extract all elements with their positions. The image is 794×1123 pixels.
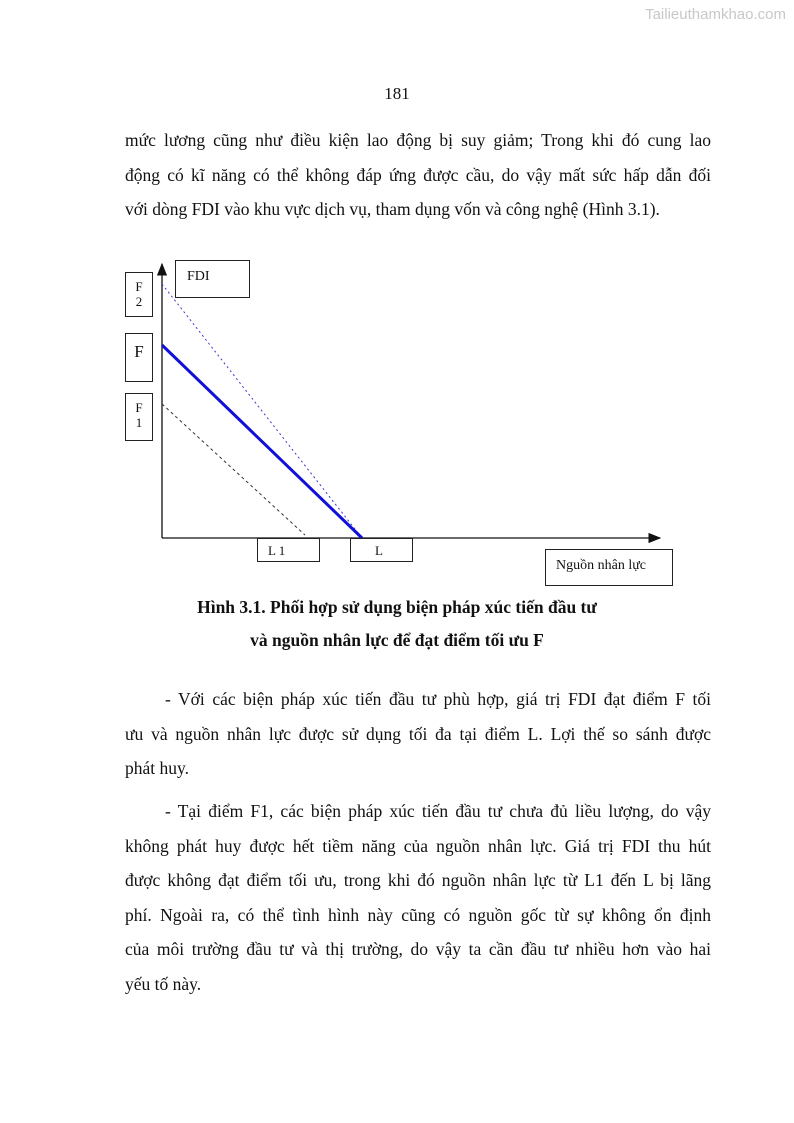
watermark: Tailieuthamkhao.com bbox=[645, 6, 786, 23]
l-label-box bbox=[350, 538, 413, 562]
optimal-f-line bbox=[162, 345, 362, 538]
f2-label-box bbox=[125, 272, 153, 317]
y-axis-label-box bbox=[175, 260, 250, 298]
l-label: L bbox=[375, 543, 383, 558]
figure-caption-line2: và nguồn nhân lực để đạt điểm tối ưu F bbox=[250, 630, 544, 650]
text-line: - Tại điểm F1, các biện pháp xúc tiến đầu tư chưa đủ liều lượng, do vậy bbox=[165, 801, 711, 821]
text-line: không phát huy được hết tiềm năng của nguồn nhân lực. Giá trị FDI thu hút bbox=[125, 835, 711, 856]
l1-label: L 1 bbox=[268, 543, 286, 558]
page-number: 181 bbox=[384, 84, 410, 103]
paragraph-f1 bbox=[125, 794, 711, 1001]
f2-label-line2: 2 bbox=[135, 294, 143, 309]
figure-caption-line1: Hình 3.1. Phối hợp sử dụng biện pháp xúc tiến đầu tư bbox=[197, 597, 597, 617]
text-line: với dòng FDI vào khu vực dịch vụ, tham dụng vốn và công nghệ (Hình 3.1). bbox=[125, 199, 660, 219]
f1-label-box bbox=[125, 393, 153, 441]
f2-label-line1: F bbox=[135, 279, 143, 294]
text-line: phát huy. bbox=[125, 758, 189, 778]
f2-line bbox=[162, 284, 362, 538]
text-line: ưu và nguồn nhân lực được sử dụng tối đa tại điểm L. Lợi thế so sánh được bbox=[125, 723, 711, 744]
text-line: phí. Ngoài ra, có thể tình hình này cũng có nguồn gốc từ sự không ổn định bbox=[125, 904, 711, 925]
f-label-box bbox=[125, 333, 153, 382]
x-axis-label: Nguồn nhân lực bbox=[556, 558, 647, 573]
text-line: động có kĩ năng có thể không đáp ứng được cầu, do vậy mất sức hấp dẫn đối bbox=[125, 164, 711, 185]
text-line: được không đạt điểm tối ưu, trong khi đó nguồn nhân lực từ L1 đến L bị lãng bbox=[125, 870, 711, 890]
f1-line bbox=[162, 404, 305, 535]
text-line: yếu tố này. bbox=[125, 973, 202, 994]
paragraph-optimal bbox=[125, 682, 711, 786]
text-line: của môi trường đầu tư và thị trường, do vậy ta cần đầu tư nhiều hơn vào hai bbox=[125, 939, 711, 959]
y-axis-label: FDI bbox=[187, 269, 210, 284]
intro-paragraph bbox=[125, 123, 711, 227]
f-label: F bbox=[134, 342, 144, 361]
f1-label-line2: 1 bbox=[135, 415, 143, 430]
f1-label-line1: F bbox=[135, 400, 143, 415]
l1-label-box bbox=[257, 538, 320, 562]
text-line: - Với các biện pháp xúc tiến đầu tư phù hợp, giá trị FDI đạt điểm F tối bbox=[165, 689, 711, 709]
x-axis-label-box bbox=[545, 549, 673, 586]
text-line: mức lương cũng như điều kiện lao động bị suy giảm; Trong khi đó cung lao bbox=[125, 130, 711, 150]
